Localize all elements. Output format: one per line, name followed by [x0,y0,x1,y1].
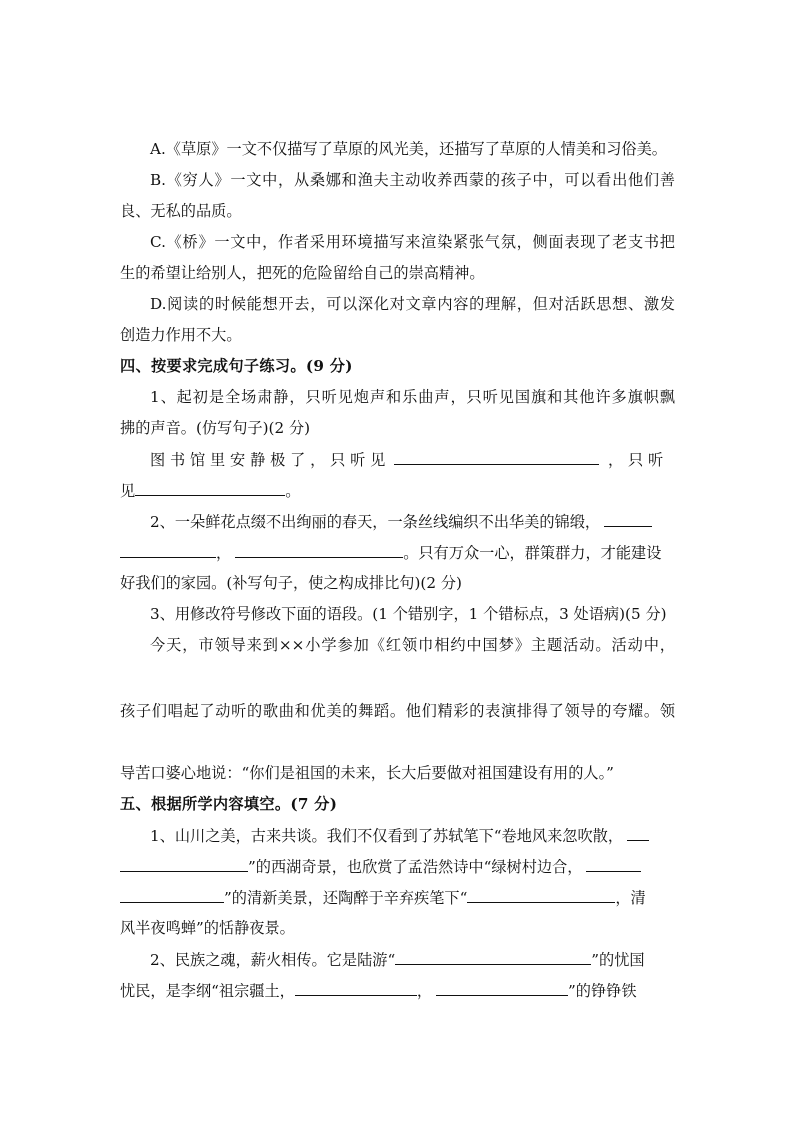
s5-q2-line2 [120,980,675,1001]
option-d-line2: 创造力作用不大。 [120,326,242,344]
s4-q1-answer-mid: ， 只 听 [608,451,664,469]
s4-q2-text2: 。只有万众一心，群策群力，才能建设 [403,544,662,562]
s4-q3-paragraph-line2: 孩子们唱起了动听的歌曲和优美的舞蹈。他们精彩的表演排得了领导的夸耀。领 [120,702,675,720]
s5-q1-blank-3[interactable] [467,887,615,903]
s4-q1-blank-1[interactable] [394,449,599,465]
s4-q1-line2: 拂的声音。(仿写句子)(2 分) [120,419,311,437]
s5-q1-blank-1b[interactable] [120,856,248,872]
s5-q1-line2 [120,856,675,877]
s5-q2-text2: ”的忧国 [591,951,645,969]
option-b-line2: 良、无私的品质。 [120,202,242,220]
option-c-line1: C.《桥》一文中，作者采用环境描写来渲染紧张气氛，侧面表现了老支书把 [150,233,675,251]
s5-q2-text5: ”的铮铮铁 [568,982,637,1000]
s5-q2-text4: ， [416,982,433,1000]
section-5-heading: 五、根据所学内容填空。(7 分) [120,795,338,813]
s5-q1-line3 [120,887,675,908]
s4-q2-text1: 2、一朵鲜花点缀不出绚丽的春天，一条丝线编织不出华美的锦缎， [150,513,601,531]
option-d-line1: D.阅读的时候能想开去，可以深化对文章内容的理解，但对活跃思想、激发 [150,295,675,313]
s4-q2-line2 [120,542,675,563]
s4-q1-blank-2[interactable] [135,480,285,496]
s5-q1-blank-2b[interactable] [120,887,224,903]
s4-q3-paragraph-line1: 今天，市领导来到××小学参加《红领巾相约中国梦》主题活动。活动中， [150,636,675,654]
s5-q2-blank-2[interactable] [295,980,417,996]
s5-q2-blank-3[interactable] [436,980,568,996]
s5-q2-blank-1[interactable] [395,949,591,965]
s5-q1-blank-1a[interactable] [627,825,649,841]
s4-q3-line1: 3、用修改符号修改下面的语段。(1 个错别字，1 个错标点，3 处语病)(5 分) [150,605,667,623]
s4-q2-comma: ， [216,544,232,562]
s4-q2-blank-1b[interactable] [120,542,216,558]
option-b-line1: B.《穷人》一文中，从桑娜和渔夫主动收养西蒙的孩子中，可以看出他们善 [150,171,675,189]
s4-q2-blank-2[interactable] [235,542,403,558]
s4-q2-line3: 好我们的家园。(补写句子，使之构成排比句)(2 分) [120,574,462,592]
s5-q2-line1 [150,949,675,970]
s4-q2-line1 [150,511,675,532]
s5-q1-blank-2a[interactable] [586,856,641,872]
s5-q1-text2: ”的西湖奇景，也欣赏了孟浩然诗中“绿树村边合， [248,858,583,876]
s5-q2-text1: 2、民族之魂，薪火相传。它是陆游“ [150,951,396,969]
s4-q3-paragraph-line3: 导苦口婆心地说：“你们是祖国的未来，长大后要做对祖国建设有用的人。” [120,764,614,782]
option-a: A.《草原》一文不仅描写了草原的风光美，还描写了草原的人情美和习俗美。 [150,140,667,158]
s5-q1-text3: ”的清新美景，还陶醉于辛弃疾笔下“ [224,889,468,907]
section-4-heading: 四、按要求完成句子练习。(9 分) [120,357,353,375]
s4-q1-answer-line1 [150,449,675,470]
s4-q1-answer-line2 [120,480,675,501]
s4-q1-answer-prefix: 图 书 馆 里 安 静 极 了 ， 只 听 见 [150,451,386,469]
s5-q1-text4: ，清 [615,889,646,907]
s4-q1-answer-period: 。 [285,482,301,500]
option-c-line2: 生的希望让给别人，把死的危险留给自己的崇高精神。 [120,264,485,282]
s5-q1-line4: 风半夜鸣蝉”的恬静夜景。 [120,919,295,937]
s4-q1-answer-see: 见 [120,482,136,500]
s5-q1-line1 [150,825,675,846]
s5-q2-text3: 忧民，是李纲“祖宗疆土， [120,982,295,1000]
s5-q1-text1: 1、山川之美，古来共谈。我们不仅看到了苏轼笔下“卷地风来忽吹散， [150,827,624,845]
s4-q2-blank-1a[interactable] [604,511,652,527]
s4-q1-line1: 1、起初是全场肃静，只听见炮声和乐曲声，只听见国旗和其他许多旗帜飘 [150,388,675,406]
